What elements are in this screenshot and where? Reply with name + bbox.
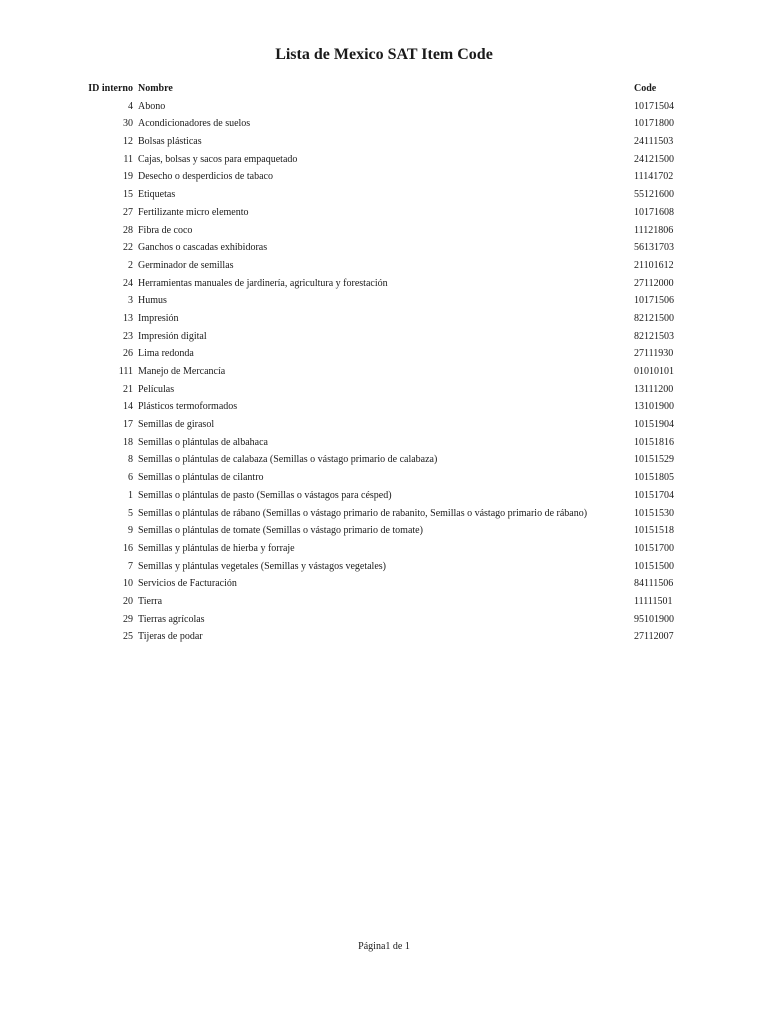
- row-code: 82121500: [634, 312, 674, 324]
- row-name: Plásticos termoformados: [138, 401, 238, 413]
- row-code: 84111506: [634, 578, 674, 590]
- row-code: 95101900: [634, 613, 674, 625]
- table-row: [0, 558, 768, 576]
- row-name: Semillas o plántulas de rábano (Semillas o vástago primario de rabanito, Semillas o vástago primario de rábano): [138, 507, 588, 519]
- row-id: 17: [123, 419, 133, 431]
- row-name: Desecho o desperdicios de tabaco: [138, 171, 273, 183]
- table-row: [0, 115, 768, 133]
- row-code: 10171800: [634, 118, 674, 130]
- row-code: 13101900: [634, 401, 674, 413]
- row-code: 21101612: [634, 259, 674, 271]
- row-id: 7: [128, 560, 133, 572]
- row-id: 8: [128, 454, 133, 466]
- row-id: 26: [123, 348, 133, 360]
- row-id: 111: [118, 366, 133, 377]
- row-code: 10171506: [634, 295, 674, 307]
- row-name: Herramientas manuales de jardinería, agricultura y forestación: [138, 277, 388, 289]
- row-id: 3: [128, 295, 133, 307]
- row-name: Semillas y plántulas vegetales (Semillas y vástagos vegetales): [138, 560, 386, 572]
- row-name: Tierra: [138, 595, 163, 607]
- row-id: 21: [123, 383, 133, 395]
- row-name: Semillas o plántulas de calabaza (Semillas o vástago primario de calabaza): [138, 454, 438, 466]
- row-name: Tijeras de podar: [138, 631, 203, 643]
- row-id: 27: [123, 206, 133, 218]
- table-row: [0, 292, 768, 310]
- row-name: Acondicionadores de suelos: [138, 118, 251, 130]
- row-code: 11111501: [634, 595, 673, 607]
- row-name: Servicios de Facturación: [138, 578, 237, 590]
- table-row: [0, 575, 768, 593]
- row-code: 10151518: [634, 525, 674, 537]
- row-code: 27111930: [634, 348, 674, 360]
- row-id: 11: [123, 153, 133, 165]
- row-code: 11141702: [634, 171, 674, 183]
- row-code: 10151529: [634, 454, 674, 466]
- row-name: Cajas, bolsas y sacos para empaquetado: [138, 153, 298, 165]
- row-id: 30: [123, 118, 133, 130]
- row-code: 10151530: [634, 507, 674, 519]
- row-name: Semillas o plántulas de cilantro: [138, 472, 264, 484]
- table-row: [0, 275, 768, 293]
- row-code: 27112000: [634, 277, 674, 289]
- item-code-table: [0, 80, 768, 646]
- row-name: Abono: [138, 100, 166, 112]
- table-row: [0, 168, 768, 186]
- row-name: Impresión digital: [138, 330, 207, 342]
- row-id: 25: [123, 631, 133, 643]
- row-name: Tierras agrícolas: [138, 613, 205, 625]
- row-name: Fibra de coco: [138, 224, 193, 236]
- table-row: [0, 222, 768, 240]
- table-row: [0, 628, 768, 646]
- table-row: [0, 151, 768, 169]
- row-name: Películas: [138, 383, 175, 395]
- row-id: 22: [123, 242, 133, 254]
- table-row: [0, 487, 768, 505]
- row-code: 10151904: [634, 419, 674, 431]
- table-row: [0, 186, 768, 204]
- row-name: Etiquetas: [138, 189, 176, 201]
- row-id: 2: [128, 259, 133, 271]
- table-row: [0, 363, 768, 381]
- table-row: [0, 257, 768, 275]
- table-row: [0, 505, 768, 523]
- row-name: Impresión: [138, 312, 179, 324]
- row-id: 29: [123, 613, 133, 625]
- row-id: 24: [123, 277, 133, 289]
- row-id: 10: [123, 578, 133, 590]
- row-name: Germinador de semillas: [138, 259, 234, 271]
- row-id: 4: [128, 100, 133, 112]
- row-name: Lima redonda: [138, 348, 194, 360]
- row-id: 28: [123, 224, 133, 236]
- row-id: 15: [123, 189, 133, 201]
- table-row: [0, 451, 768, 469]
- row-id: 5: [128, 507, 133, 519]
- row-code: 55121600: [634, 189, 674, 201]
- row-id: 13: [123, 312, 133, 324]
- row-code: 10171504: [634, 100, 674, 112]
- table-row: [0, 611, 768, 629]
- row-id: 23: [123, 330, 133, 342]
- row-name: Ganchos o cascadas exhibidoras: [138, 242, 268, 254]
- table-row: [0, 434, 768, 452]
- table-row: [0, 593, 768, 611]
- row-id: 19: [123, 171, 133, 183]
- row-name: Fertilizante micro elemento: [138, 206, 249, 218]
- row-name: Humus: [138, 295, 167, 307]
- row-code: 10151816: [634, 436, 674, 448]
- table-row: [0, 239, 768, 257]
- row-code: 27112007: [634, 631, 674, 643]
- row-name: Semillas o plántulas de albahaca: [138, 436, 268, 448]
- table-row: [0, 310, 768, 328]
- row-id: 1: [128, 489, 133, 501]
- row-name: Semillas o plántulas de tomate (Semillas o vástago primario de tomate): [138, 525, 423, 537]
- row-id: 12: [123, 136, 133, 148]
- header-name: Nombre: [138, 83, 173, 94]
- table-row: [0, 398, 768, 416]
- row-code: 56131703: [634, 242, 674, 254]
- row-id: 16: [123, 542, 133, 554]
- row-code: 10151704: [634, 489, 674, 501]
- header-id: ID interno: [88, 83, 133, 94]
- row-code: 10171608: [634, 206, 674, 218]
- page-footer: Página1 de 1: [358, 941, 410, 952]
- table-row: [0, 469, 768, 487]
- table-row: [0, 522, 768, 540]
- row-code: 24111503: [634, 136, 674, 148]
- row-code: 10151700: [634, 542, 674, 554]
- table-body: [0, 98, 768, 646]
- row-code: 01010101: [634, 366, 674, 377]
- table-row: [0, 540, 768, 558]
- row-name: Bolsas plásticas: [138, 136, 202, 148]
- row-name: Semillas o plántulas de pasto (Semillas o vástagos para césped): [138, 489, 392, 501]
- header-code: Code: [634, 83, 657, 94]
- row-name: Semillas de girasol: [138, 419, 215, 431]
- row-name: Semillas y plántulas de hierba y forraje: [138, 542, 295, 554]
- table-row: [0, 381, 768, 399]
- table-row: [0, 133, 768, 151]
- page-title: Lista de Mexico SAT Item Code: [275, 46, 493, 63]
- table-row: [0, 98, 768, 116]
- row-code: 13111200: [634, 383, 674, 395]
- row-code: 24121500: [634, 153, 674, 165]
- row-name: Manejo de Mercancía: [138, 366, 226, 377]
- row-code: 82121503: [634, 330, 674, 342]
- row-id: 6: [128, 472, 133, 484]
- table-row: [0, 345, 768, 363]
- row-id: 9: [128, 525, 133, 537]
- row-code: 10151805: [634, 472, 674, 484]
- table-row: [0, 416, 768, 434]
- row-id: 14: [123, 401, 133, 413]
- table-row: [0, 204, 768, 222]
- row-code: 10151500: [634, 560, 674, 572]
- row-code: 11121806: [634, 224, 674, 236]
- table-row: [0, 328, 768, 346]
- row-id: 18: [123, 436, 133, 448]
- row-id: 20: [123, 595, 133, 607]
- table-header-row: [0, 80, 768, 98]
